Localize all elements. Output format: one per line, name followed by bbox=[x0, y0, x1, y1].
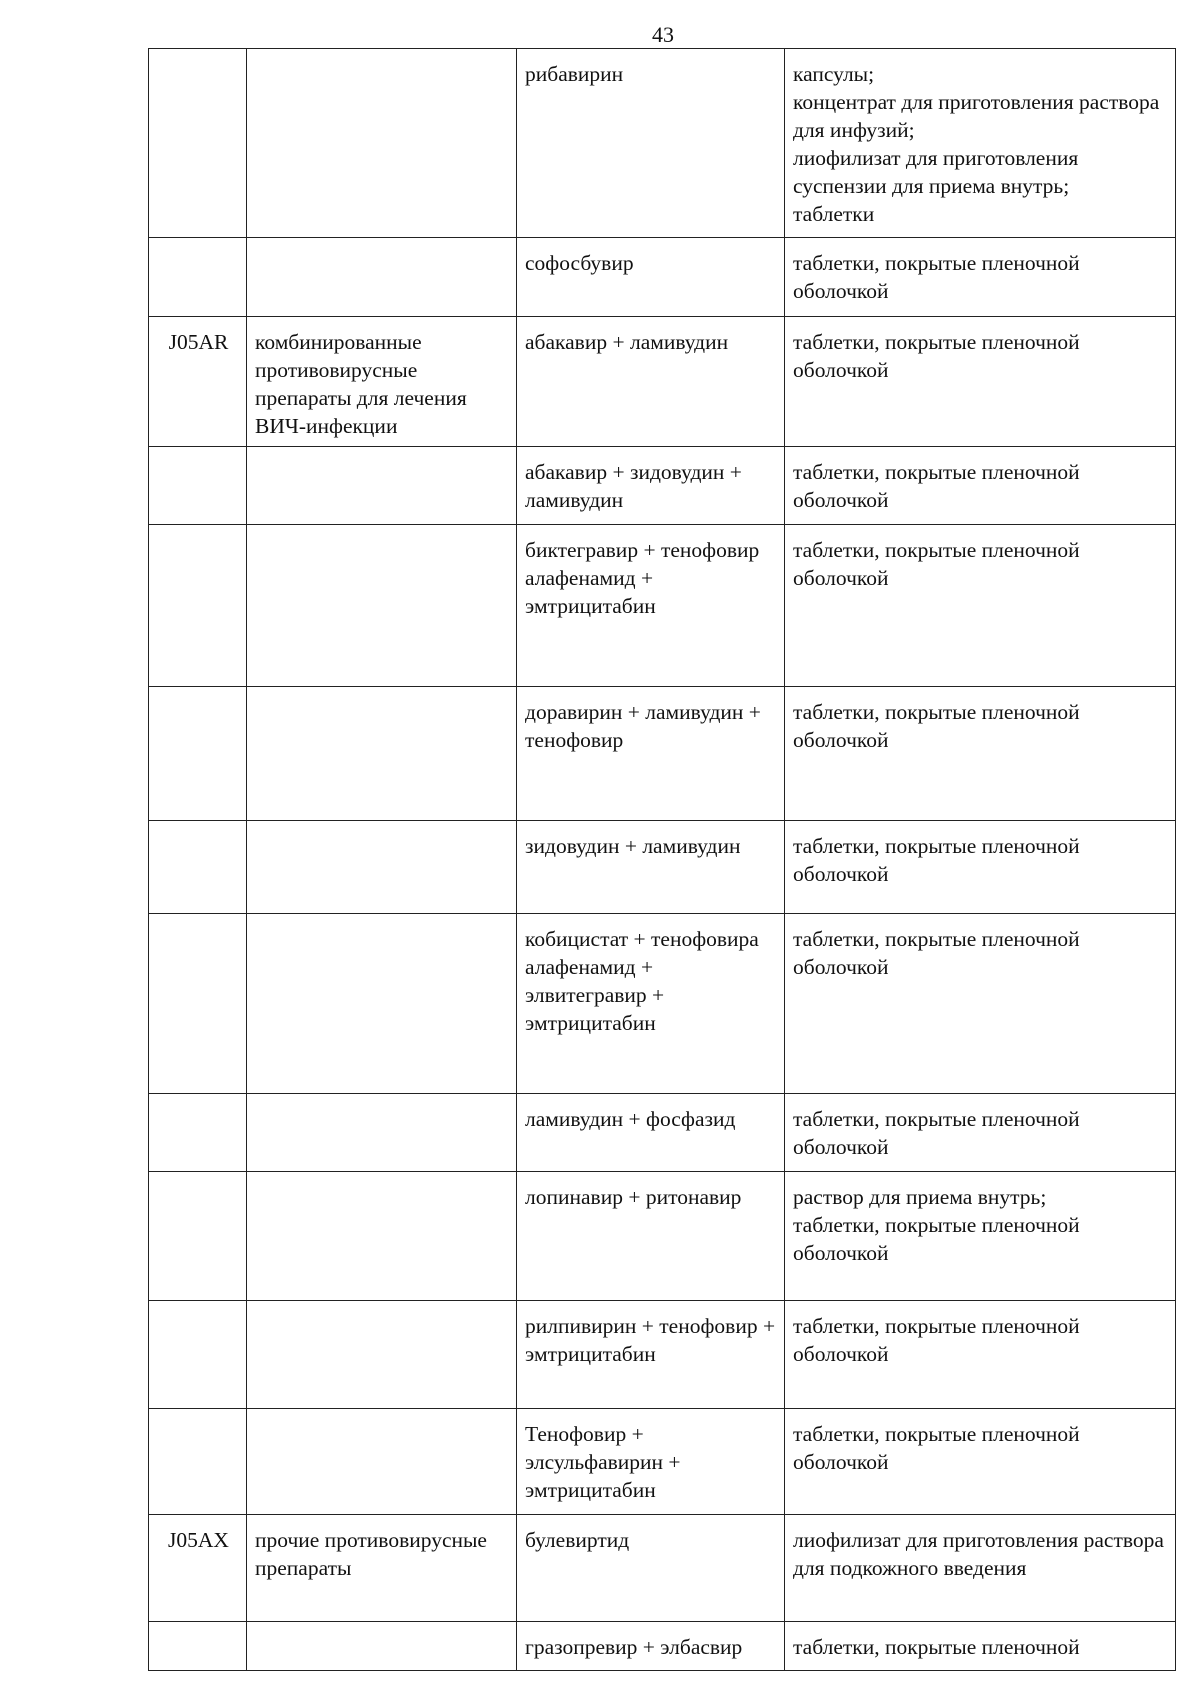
dosage-form-cell: таблетки, покрытые пленочной оболочкой bbox=[785, 1301, 1176, 1409]
drug-cell: Тенофовир + элсульфавирин + эмтрицитабин bbox=[517, 1409, 785, 1515]
dosage-form-cell: таблетки, покрытые пленочной оболочкой bbox=[785, 317, 1176, 447]
drug-table bbox=[148, 48, 1176, 1671]
group-cell: комбинированные противовирусные препараты для лечения ВИЧ-инфекции bbox=[247, 317, 517, 447]
atc-code-cell bbox=[149, 1094, 247, 1172]
atc-code-cell bbox=[149, 1409, 247, 1515]
dosage-form-cell: таблетки, покрытые пленочной оболочкой bbox=[785, 1409, 1176, 1515]
atc-code-cell bbox=[149, 1172, 247, 1301]
dosage-form-cell: раствор для приема внутрь; таблетки, покрытые пленочной оболочкой bbox=[785, 1172, 1176, 1301]
drug-cell: булевиртид bbox=[517, 1515, 785, 1622]
drug-cell: зидовудин + ламивудин bbox=[517, 821, 785, 914]
table-row bbox=[149, 1409, 1176, 1515]
drug-cell: биктегравир + тенофовир алафенамид + эмтрицитабин bbox=[517, 525, 785, 687]
drug-cell: ламивудин + фосфазид bbox=[517, 1094, 785, 1172]
atc-code-cell bbox=[149, 821, 247, 914]
table-row bbox=[149, 1301, 1176, 1409]
drug-cell: кобицистат + тенофовира алафенамид + элвитегравир + эмтрицитабин bbox=[517, 914, 785, 1094]
dosage-form-cell: таблетки, покрытые пленочной оболочкой bbox=[785, 687, 1176, 821]
group-cell bbox=[247, 687, 517, 821]
group-cell bbox=[247, 1301, 517, 1409]
page-number: 43 bbox=[652, 22, 674, 47]
group-cell bbox=[247, 914, 517, 1094]
group-cell bbox=[247, 1409, 517, 1515]
group-cell: прочие противовирусные препараты bbox=[247, 1515, 517, 1622]
group-cell bbox=[247, 525, 517, 687]
atc-code-cell bbox=[149, 1301, 247, 1409]
atc-code-cell bbox=[149, 525, 247, 687]
table-row bbox=[149, 317, 1176, 447]
drug-cell: абакавир + зидовудин + ламивудин bbox=[517, 447, 785, 525]
table-row bbox=[149, 821, 1176, 914]
dosage-form-cell: таблетки, покрытые пленочной оболочкой bbox=[785, 525, 1176, 687]
drug-cell: лопинавир + ритонавир bbox=[517, 1172, 785, 1301]
group-cell bbox=[247, 447, 517, 525]
group-cell bbox=[247, 1622, 517, 1671]
group-cell bbox=[247, 821, 517, 914]
dosage-form-cell: капсулы; концентрат для приготовления раствора для инфузий; лиофилизат для приготовления суспензии для приема внутрь; таблетки bbox=[785, 49, 1176, 238]
table-row bbox=[149, 238, 1176, 317]
table-row bbox=[149, 1515, 1176, 1622]
dosage-form-cell: лиофилизат для приготовления раствора для подкожного введения bbox=[785, 1515, 1176, 1622]
dosage-form-cell: таблетки, покрытые пленочной оболочкой bbox=[785, 238, 1176, 317]
table-row bbox=[149, 914, 1176, 1094]
dosage-form-cell: таблетки, покрытые пленочной bbox=[785, 1622, 1176, 1671]
group-cell bbox=[247, 49, 517, 238]
dosage-form-cell: таблетки, покрытые пленочной оболочкой bbox=[785, 914, 1176, 1094]
dosage-form-cell: таблетки, покрытые пленочной оболочкой bbox=[785, 447, 1176, 525]
drug-cell: доравирин + ламивудин + тенофовир bbox=[517, 687, 785, 821]
drug-cell: абакавир + ламивудин bbox=[517, 317, 785, 447]
drug-cell: гразопревир + элбасвир bbox=[517, 1622, 785, 1671]
table-row bbox=[149, 49, 1176, 238]
drug-cell: софосбувир bbox=[517, 238, 785, 317]
atc-code-cell bbox=[149, 914, 247, 1094]
table-row bbox=[149, 1094, 1176, 1172]
atc-code-cell bbox=[149, 687, 247, 821]
atc-code-cell: J05AX bbox=[149, 1515, 247, 1622]
dosage-form-cell: таблетки, покрытые пленочной оболочкой bbox=[785, 1094, 1176, 1172]
group-cell bbox=[247, 1094, 517, 1172]
atc-code-cell bbox=[149, 447, 247, 525]
drug-cell: рилпивирин + тенофовир + эмтрицитабин bbox=[517, 1301, 785, 1409]
table-row bbox=[149, 687, 1176, 821]
atc-code-cell bbox=[149, 49, 247, 238]
group-cell bbox=[247, 238, 517, 317]
atc-code-cell bbox=[149, 1622, 247, 1671]
table-row bbox=[149, 447, 1176, 525]
drug-cell: рибавирин bbox=[517, 49, 785, 238]
table-row bbox=[149, 1622, 1176, 1671]
atc-code-cell: J05AR bbox=[149, 317, 247, 447]
dosage-form-cell: таблетки, покрытые пленочной оболочкой bbox=[785, 821, 1176, 914]
atc-code-cell bbox=[149, 238, 247, 317]
table-row bbox=[149, 1172, 1176, 1301]
table-row bbox=[149, 525, 1176, 687]
group-cell bbox=[247, 1172, 517, 1301]
